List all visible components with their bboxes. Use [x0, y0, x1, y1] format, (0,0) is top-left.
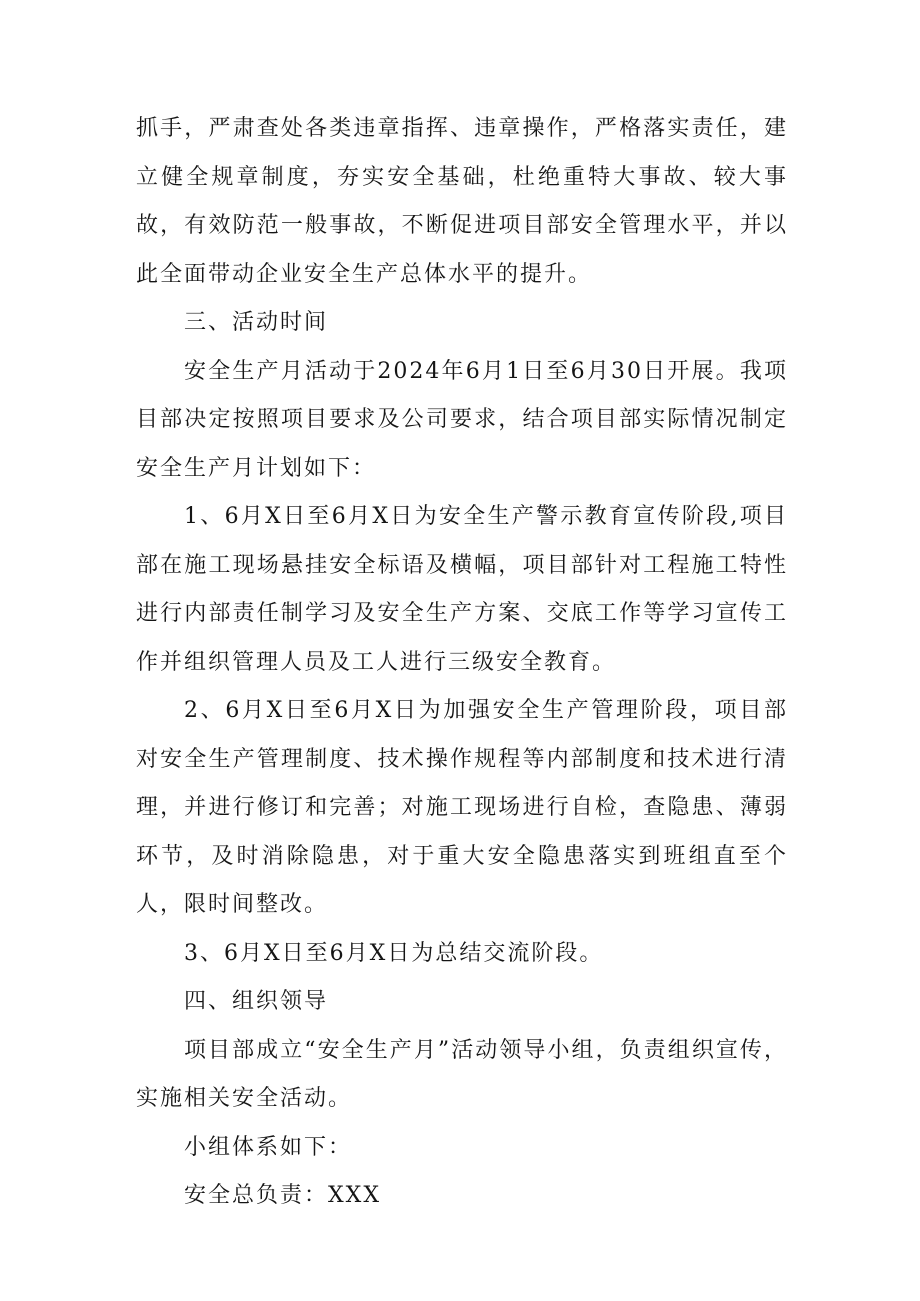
list-item-phase-3: 3、6月X日至6月X日为总结交流阶段。: [184, 940, 604, 966]
paragraph-safety-chief: 安全总负责：XXX: [184, 1183, 381, 1208]
section-heading-organization: 四、组织领导: [184, 989, 329, 1014]
paragraph-objectives-continued: 抓手，严肃查处各类违章指挥、违章操作，严格落实责任，建立健全规章制度，夯实安全基础，杜绝重特大事故、较大事故，有效防范一般事故，不断促进项目部安全管理水平，并以此全面带动企业安全生产总体水平的提升。: [136, 116, 788, 287]
paragraph-leading-group: 项目部成立“安全生产月”活动领导小组，负责组织宣传，实施相关安全活动。: [136, 1037, 788, 1111]
section-heading-activity-time: 三、活动时间: [184, 310, 329, 335]
document-body: [136, 105, 788, 1221]
paragraph-activity-dates: 安全生产月活动于2024年6月1日至6月30日开展。我项目部决定按照项目要求及公司要求，结合项目部实际情况制定安全生产月计划如下：: [136, 358, 788, 481]
paragraph-group-structure: 小组体系如下：: [184, 1134, 353, 1160]
list-item-phase-2: 2、6月X日至6月X日为加强安全生产管理阶段，项目部对安全生产管理制度、技术操作规程等内部制度和技术进行清理，并进行修订和完善；对施工现场进行自检，查隐患、薄弱环节，及时消除隐患，对于重大安全隐患落实到班组直至个人，限时间整改。: [136, 698, 788, 917]
list-item-phase-1: 1、6月X日至6月X日为安全生产警示教育宣传阶段,项目部在施工现场悬挂安全标语及横幅，项目部针对工程施工特性进行内部责任制学习及安全生产方案、交底工作等学习宣传工作并组织管理人员及工人进行三级安全教育。: [136, 504, 788, 675]
